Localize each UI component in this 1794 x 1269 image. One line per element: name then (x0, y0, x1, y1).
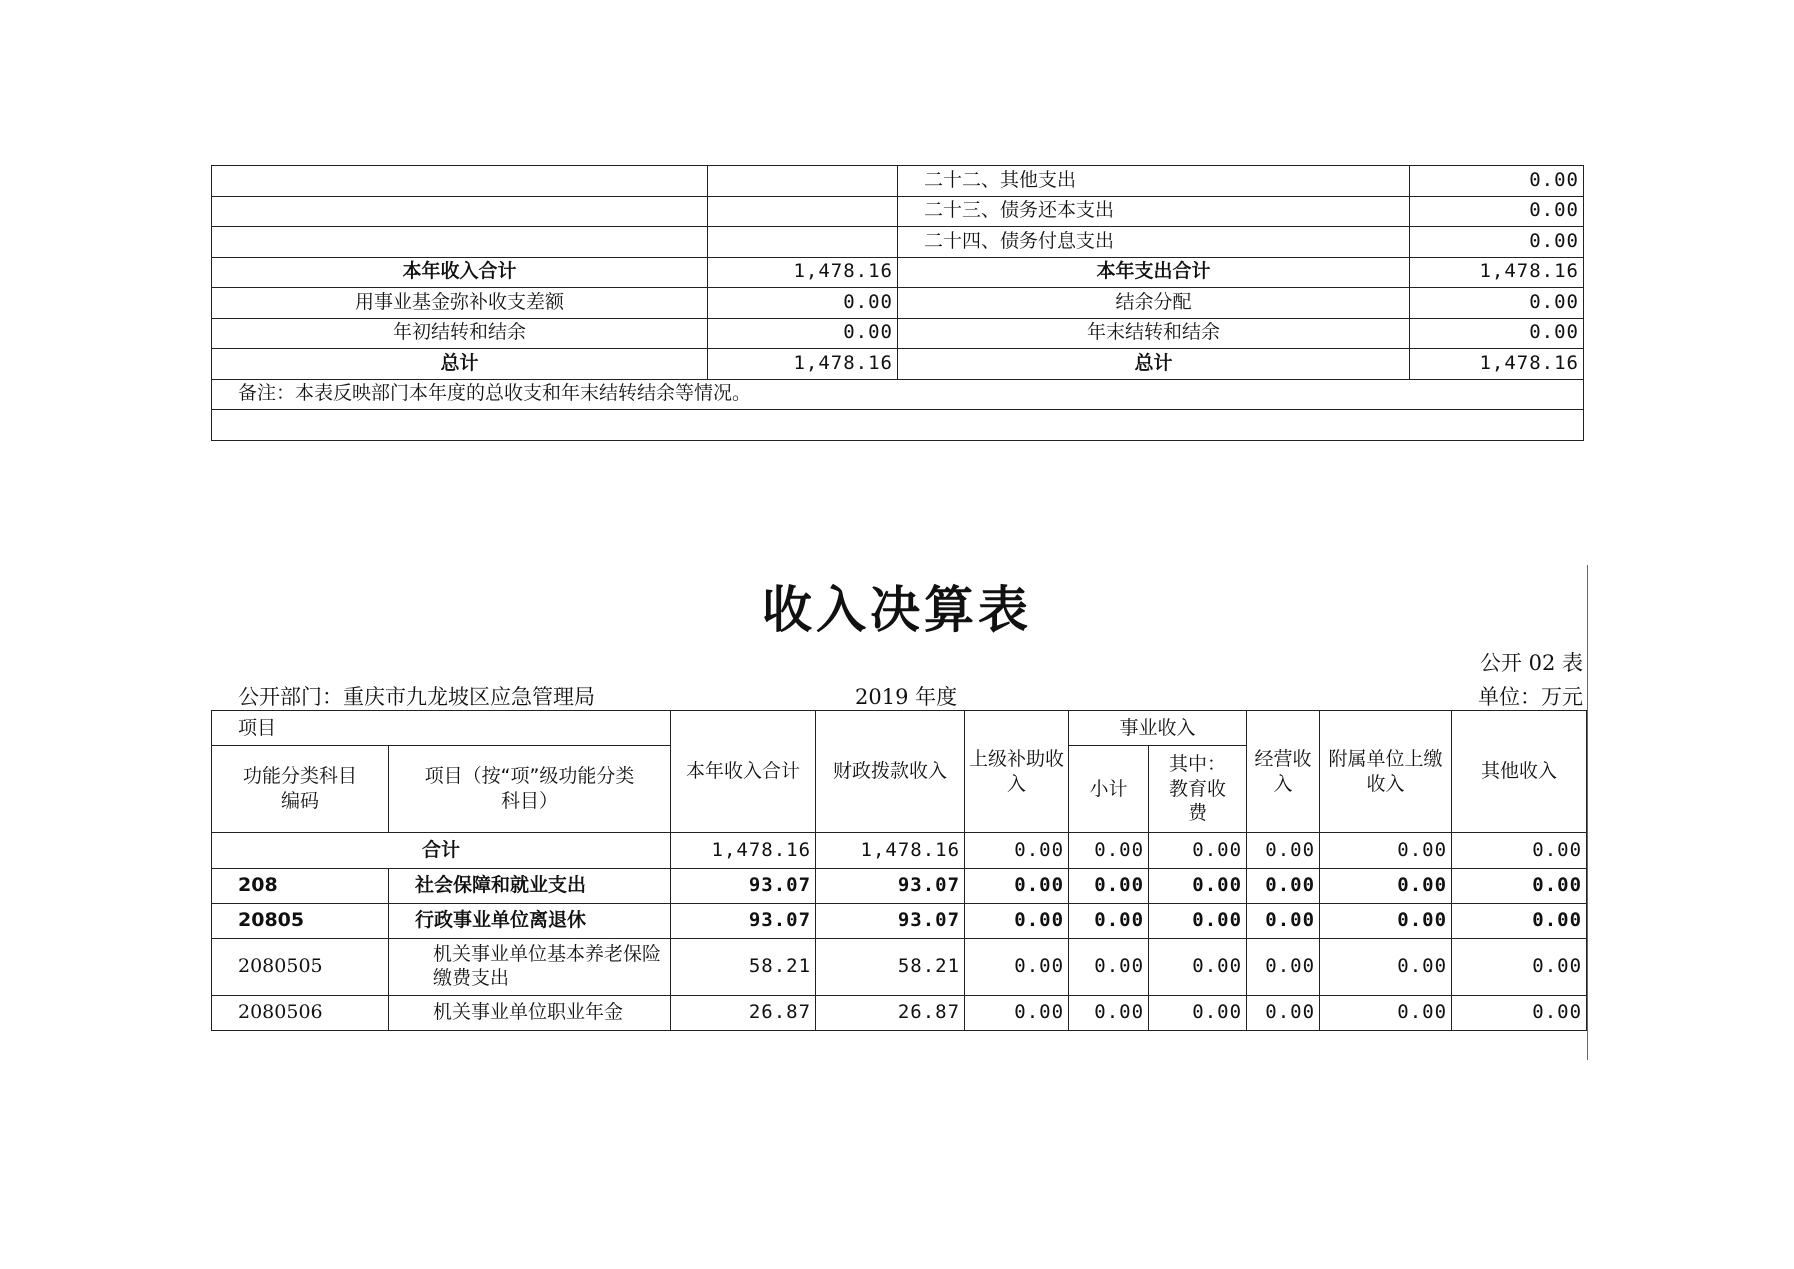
table-row (212, 410, 1584, 441)
table-row (212, 349, 1584, 380)
value-cell: 0.00 (965, 869, 1069, 904)
fiscal-year: 2019 年度 (855, 685, 958, 709)
empty-row (212, 410, 1584, 441)
table-row (212, 869, 1587, 904)
func-code: 2080506 (212, 996, 389, 1031)
value-cell: 0.00 (1247, 904, 1320, 939)
value-cell: 0.00 (965, 904, 1069, 939)
income-label (212, 227, 708, 258)
total-cell: 0.00 (1149, 833, 1247, 869)
value-cell: 0.00 (1452, 939, 1587, 996)
value-cell: 0.00 (1069, 996, 1149, 1031)
income-total-label: 本年收入合计 (212, 257, 708, 288)
expense-label: 二十二、其他支出 (898, 166, 1410, 197)
header-education-fee: 其中：教育收费 (1149, 746, 1247, 833)
header-total-income: 本年收入合计 (671, 711, 816, 833)
value-cell: 58.21 (816, 939, 965, 996)
table-row (212, 904, 1587, 939)
value-cell: 0.00 (1149, 904, 1247, 939)
grand-total-value: 1,478.16 (708, 349, 898, 380)
total-label: 合计 (212, 833, 671, 869)
page-title: 收入决算表 (762, 580, 1032, 639)
value-cell: 93.07 (816, 869, 965, 904)
expense-label: 二十三、债务还本支出 (898, 196, 1410, 227)
header-affiliated-income: 附属单位上缴收入 (1320, 711, 1452, 833)
header-subtotal: 小计 (1069, 746, 1149, 833)
item-name: 社会保障和就业支出 (389, 869, 671, 904)
table-row (212, 939, 1587, 996)
value-cell: 0.00 (965, 996, 1069, 1031)
income-label (212, 196, 708, 227)
header-operating-income: 经营收入 (1247, 711, 1320, 833)
value-cell: 0.00 (1149, 939, 1247, 996)
total-cell: 0.00 (1320, 833, 1452, 869)
header-row (212, 711, 1587, 746)
value-cell: 93.07 (671, 904, 816, 939)
income-value (708, 166, 898, 197)
expense-label: 年末结转和结余 (898, 318, 1410, 349)
value-cell: 0.00 (1247, 996, 1320, 1031)
item-name: 行政事业单位离退休 (389, 904, 671, 939)
table-row (212, 996, 1587, 1031)
value-cell: 58.21 (671, 939, 816, 996)
header-func-code: 功能分类科目编码 (212, 746, 389, 833)
income-table (211, 710, 1587, 1031)
value-cell: 0.00 (1069, 939, 1149, 996)
value-cell: 93.07 (816, 904, 965, 939)
table-row (212, 196, 1584, 227)
income-value: 0.00 (708, 318, 898, 349)
value-cell: 26.87 (671, 996, 816, 1031)
form-code: 公开 02 表 (1479, 651, 1583, 675)
value-cell: 0.00 (1247, 869, 1320, 904)
expense-label: 结余分配 (898, 288, 1410, 319)
value-cell: 0.00 (1320, 996, 1452, 1031)
total-cell: 0.00 (1452, 833, 1587, 869)
expense-value: 0.00 (1410, 288, 1584, 319)
expense-total-label: 本年支出合计 (898, 257, 1410, 288)
value-cell: 0.00 (1247, 939, 1320, 996)
value-cell: 0.00 (1320, 904, 1452, 939)
total-cell: 0.00 (965, 833, 1069, 869)
income-value (708, 227, 898, 258)
table-row (212, 227, 1584, 258)
value-cell: 93.07 (671, 869, 816, 904)
item-name: 机关事业单位职业年金 (389, 996, 671, 1031)
expense-value: 0.00 (1410, 166, 1584, 197)
income-value: 0.00 (708, 288, 898, 319)
expense-value: 0.00 (1410, 196, 1584, 227)
value-cell: 0.00 (1069, 869, 1149, 904)
total-cell: 0.00 (1069, 833, 1149, 869)
grand-total-label: 总计 (212, 349, 708, 380)
table-row (212, 288, 1584, 319)
value-cell: 26.87 (816, 996, 965, 1031)
expense-total-value: 1,478.16 (1410, 257, 1584, 288)
header-business-income: 事业收入 (1069, 711, 1247, 746)
total-row (212, 833, 1587, 869)
value-cell: 0.00 (1149, 869, 1247, 904)
expense-label: 二十四、债务付息支出 (898, 227, 1410, 258)
header-other-income: 其他收入 (1452, 711, 1587, 833)
func-code: 2080505 (212, 939, 389, 996)
value-cell: 0.00 (1320, 869, 1452, 904)
summary-table (211, 165, 1584, 441)
unit-label: 单位：万元 (1478, 685, 1583, 709)
value-cell: 0.00 (1452, 869, 1587, 904)
item-name: 机关事业单位基本养老保险缴费支出 (389, 939, 671, 996)
value-cell: 0.00 (1452, 996, 1587, 1031)
total-cell: 1,478.16 (671, 833, 816, 869)
grand-total-label: 总计 (898, 349, 1410, 380)
total-cell: 1,478.16 (816, 833, 965, 869)
table-row (212, 166, 1584, 197)
department: 公开部门：重庆市九龙坡区应急管理局 (238, 685, 595, 709)
income-total-value: 1,478.16 (708, 257, 898, 288)
header-project: 项目 (212, 711, 671, 746)
income-label: 用事业基金弥补收支差额 (212, 288, 708, 319)
income-value (708, 196, 898, 227)
expense-value: 0.00 (1410, 227, 1584, 258)
table-note: 备注：本表反映部门本年度的总收支和年末结转结余等情况。 (212, 379, 1584, 410)
value-cell: 0.00 (965, 939, 1069, 996)
income-label: 年初结转和结余 (212, 318, 708, 349)
value-cell: 0.00 (1069, 904, 1149, 939)
func-code: 208 (212, 869, 389, 904)
table-row (212, 257, 1584, 288)
header-fiscal: 财政拨款收入 (816, 711, 965, 833)
header-superior-subsidy: 上级补助收入 (965, 711, 1069, 833)
income-label (212, 166, 708, 197)
expense-value: 0.00 (1410, 318, 1584, 349)
header-item-name: 项目（按“项”级功能分类科目） (389, 746, 671, 833)
table-row (212, 379, 1584, 410)
grand-total-value: 1,478.16 (1410, 349, 1584, 380)
total-cell: 0.00 (1247, 833, 1320, 869)
value-cell: 0.00 (1452, 904, 1587, 939)
value-cell: 0.00 (1149, 996, 1247, 1031)
func-code: 20805 (212, 904, 389, 939)
table-row (212, 318, 1584, 349)
value-cell: 0.00 (1320, 939, 1452, 996)
